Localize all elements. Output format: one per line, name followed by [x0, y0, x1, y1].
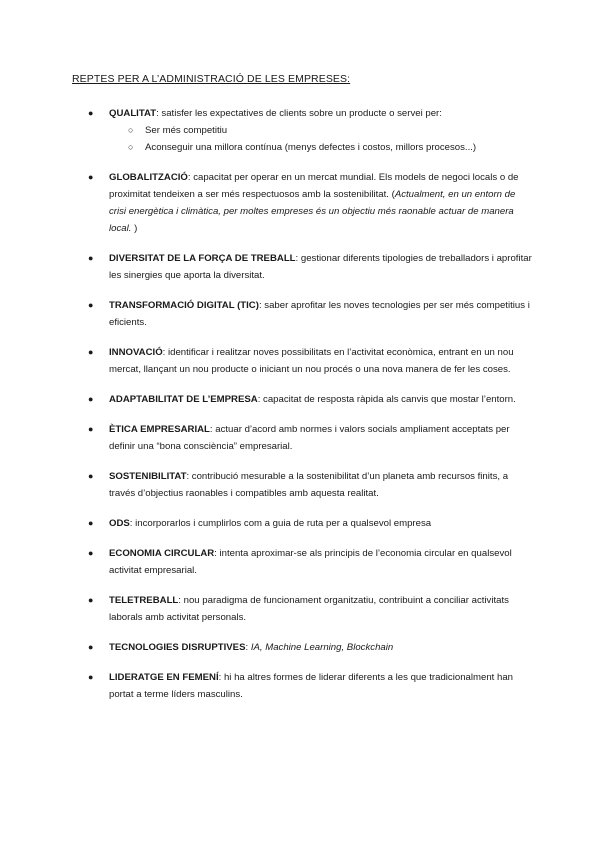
- list-item: [72, 592, 532, 626]
- item-keyword: QUALITAT: [109, 108, 157, 119]
- item-keyword: ÈTICA EMPRESARIAL: [109, 424, 210, 435]
- bullet-icon: ●: [88, 471, 94, 481]
- sub-list: [109, 122, 532, 156]
- bullet-icon: ●: [88, 394, 94, 404]
- list-item: [72, 669, 532, 703]
- item-keyword: ODS: [109, 518, 130, 529]
- item-text: : capacitat per operar en un mercat mundial. Els models de negoci locals o de proximitat tendeixen a ser més respectuosos amb la sostenibilitat. (: [109, 172, 519, 200]
- bullet-icon: ●: [88, 518, 94, 528]
- item-keyword: GLOBALITZACIÓ: [109, 172, 188, 183]
- list-item: [72, 545, 532, 579]
- bullet-icon: ●: [88, 548, 94, 558]
- circle-bullet-icon: ○: [128, 125, 134, 135]
- challenges-list: [72, 105, 532, 703]
- item-text: : contribució mesurable a la sostenibilitat d’un planeta amb recursos finits, a través d’objectius raonables i compatibles amb aquesta realitat.: [109, 471, 509, 499]
- circle-bullet-icon: ○: [128, 142, 134, 152]
- bullet-icon: ●: [88, 424, 94, 434]
- sub-list-item: [109, 122, 532, 139]
- item-keyword: LIDERATGE EN FEMENÍ: [109, 672, 219, 683]
- item-keyword: SOSTENIBILITAT: [109, 471, 187, 482]
- item-text: : satisfer les expectatives de clients sobre un producte o servei per:: [156, 108, 442, 119]
- item-text: : saber aprofitar les noves tecnologies per ser més competitius i eficients.: [109, 300, 530, 328]
- list-item: [72, 250, 532, 284]
- item-keyword: TECNOLOGIES DISRUPTIVES: [109, 642, 246, 653]
- list-item: [72, 344, 532, 378]
- item-keyword: DIVERSITAT DE LA FORÇA DE TREBALL: [109, 253, 296, 264]
- list-item: [72, 105, 532, 156]
- item-italic-text: IA, Machine Learning, Blockchain: [250, 642, 394, 653]
- item-text: :: [245, 642, 251, 653]
- item-text: : identificar i realitzar noves possibilitats en l’activitat econòmica, entrant en un nou mercat, llançant un nou producte o iniciant un nou procés o una nova manera de fer les coses.: [109, 347, 514, 375]
- list-item: [72, 297, 532, 331]
- list-item: [72, 515, 532, 532]
- list-item: [72, 639, 532, 656]
- bullet-icon: ●: [88, 672, 94, 682]
- bullet-icon: ●: [88, 595, 94, 605]
- bullet-icon: ●: [88, 642, 94, 652]
- item-keyword: INNOVACIÓ: [109, 347, 163, 358]
- item-text-after: ): [131, 223, 138, 234]
- bullet-icon: ●: [88, 253, 94, 263]
- item-keyword: TELETREBALL: [109, 595, 179, 606]
- sub-item-text: Ser més competitiu: [145, 125, 228, 136]
- item-text: : capacitat de resposta ràpida als canvis que mostar l’entorn.: [257, 394, 516, 405]
- item-text: : intenta aproximar-se als principis de l’economia circular en qualsevol activitat empresarial.: [109, 548, 512, 576]
- item-text: : nou paradigma de funcionament organitzatiu, contribuint a conciliar activitats laborals amb activitat personals.: [109, 595, 509, 623]
- item-keyword: ECONOMIA CIRCULAR: [109, 548, 215, 559]
- list-item: [72, 468, 532, 502]
- item-text: : actuar d’acord amb normes i valors socials ampliament acceptats per definir una “bona consciència” empresarial.: [109, 424, 510, 452]
- item-italic-text: Actualment, en un entorn de crisi energètica i climàtica, per moltes empreses és un objectiu més raonable actuar de manera local.: [109, 189, 516, 234]
- sub-list-item: [109, 139, 532, 156]
- bullet-icon: ●: [88, 172, 94, 182]
- list-item: [72, 391, 532, 408]
- item-text: : hi ha altres formes de liderar diferents a les que tradicionalment han portat a terme líders masculins.: [109, 672, 513, 700]
- bullet-icon: ●: [88, 300, 94, 310]
- item-text: : incorporarlos i cumplirlos com a guia de ruta per a qualsevol empresa: [129, 518, 432, 529]
- item-keyword: TRANSFORMACIÓ DIGITAL (TIC): [109, 300, 259, 311]
- document-title: REPTES PER A L’ADMINISTRACIÓ DE LES EMPRESES:: [72, 73, 351, 85]
- bullet-icon: ●: [88, 347, 94, 357]
- list-item: [72, 421, 532, 455]
- list-item: [72, 169, 532, 237]
- sub-item-text: Aconseguir una millora contínua (menys defectes i costos, millors procesos...): [145, 142, 477, 153]
- bullet-icon: ●: [88, 108, 94, 118]
- item-keyword: ADAPTABILITAT DE L’EMPRESA: [109, 394, 258, 405]
- item-text: : gestionar diferents tipologies de treballadors i aprofitar les sinergies que aporta la diversitat.: [109, 253, 532, 281]
